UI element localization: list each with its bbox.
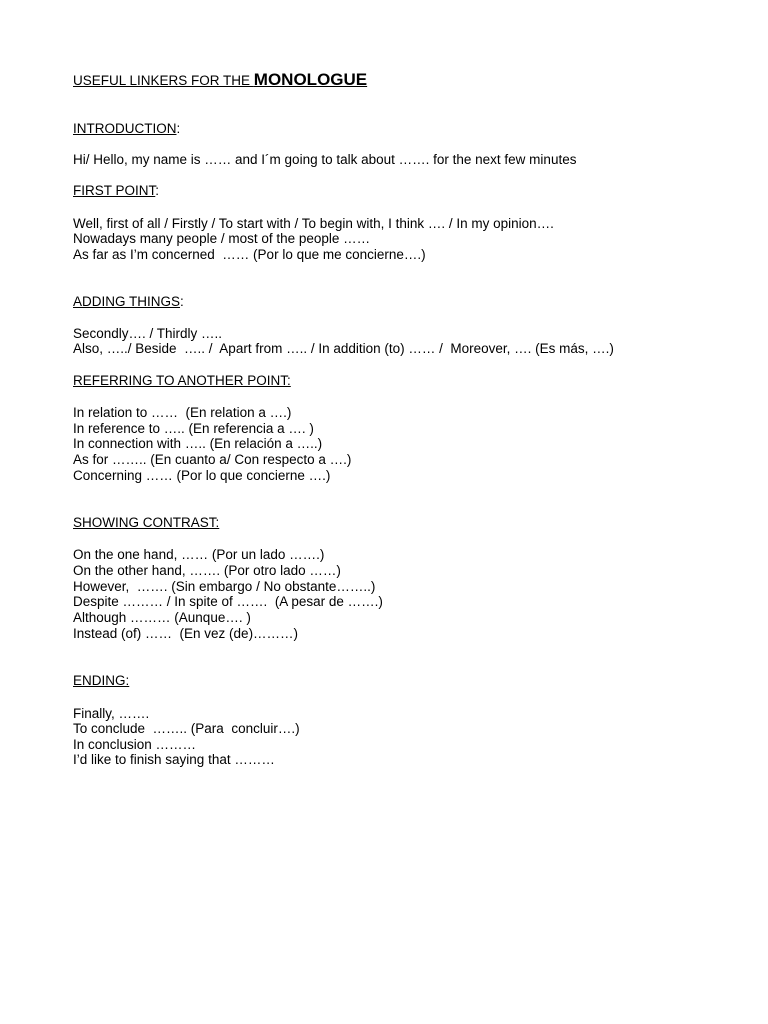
adding-things-heading-row [73,294,184,310]
contrast-line: Although ……… (Aunque…. ) [73,610,251,625]
first-point-line: Well, first of all / Firstly / To start with / To begin with, I think …. / In my opinion…. [73,216,554,231]
referring-line: Concerning …… (Por lo que concierne ….) [73,468,331,483]
first-point-line: As far as I’m concerned …… (Por lo que me concierne….) [73,247,426,262]
first-point-line: Nowadays many people / most of the people …… [73,231,371,246]
referring-line: In relation to …… (En relation a ….) [73,405,292,420]
introduction-heading: INTRODUCTION [73,121,177,136]
first-point-heading: FIRST POINT [73,183,156,198]
introduction-colon: : [176,121,181,136]
first-point-colon: : [155,183,160,198]
ending-heading: ENDING: [73,673,130,688]
ending-line: I’d like to finish saying that ……… [73,752,275,767]
referring-line: As for …….. (En cuanto a/ Con respecto a ….) [73,452,352,467]
contrast-line: However, ……. (Sin embargo / No obstante……..) [73,579,376,594]
contrast-line: On the one hand, …… (Por un lado …….) [73,547,325,562]
introduction-heading-row [73,121,180,137]
contrast-line: Instead (of) …… (En vez (de)………) [73,626,299,641]
first-point-heading-row [73,183,159,199]
ending-line: Finally, ……. [73,706,150,721]
referring-line: In connection with ….. (En relación a …..) [73,436,323,451]
referring-heading: REFERRING TO ANOTHER POINT: [73,373,291,388]
ending-line: To conclude …….. (Para concluir….) [73,721,300,736]
contrast-line: Despite ……… / In spite of ……. (A pesar de …….) [73,594,383,609]
title-prefix: USEFUL LINKERS FOR THE [73,73,254,88]
introduction-line: Hi/ Hello, my name is …… and I´m going to talk about ……. for the next few minutes [73,152,577,167]
contrast-line: On the other hand, ……. (Por otro lado ……) [73,563,341,578]
adding-things-heading: ADDING THINGS [73,294,181,309]
ending-line: In conclusion ……… [73,737,197,752]
adding-things-colon: : [180,294,184,309]
contrast-heading: SHOWING CONTRAST: [73,515,220,530]
document-title [73,72,367,89]
adding-things-line: Secondly…. / Thirdly ….. [73,326,223,341]
title-emphasis: MONOLOGUE [253,70,368,89]
referring-line: In reference to ….. (En referencia a …. ) [73,421,314,436]
adding-things-line: Also, …../ Beside ….. / Apart from ….. / In addition (to) …… / Moreover, …. (Es más, ….) [73,341,614,356]
